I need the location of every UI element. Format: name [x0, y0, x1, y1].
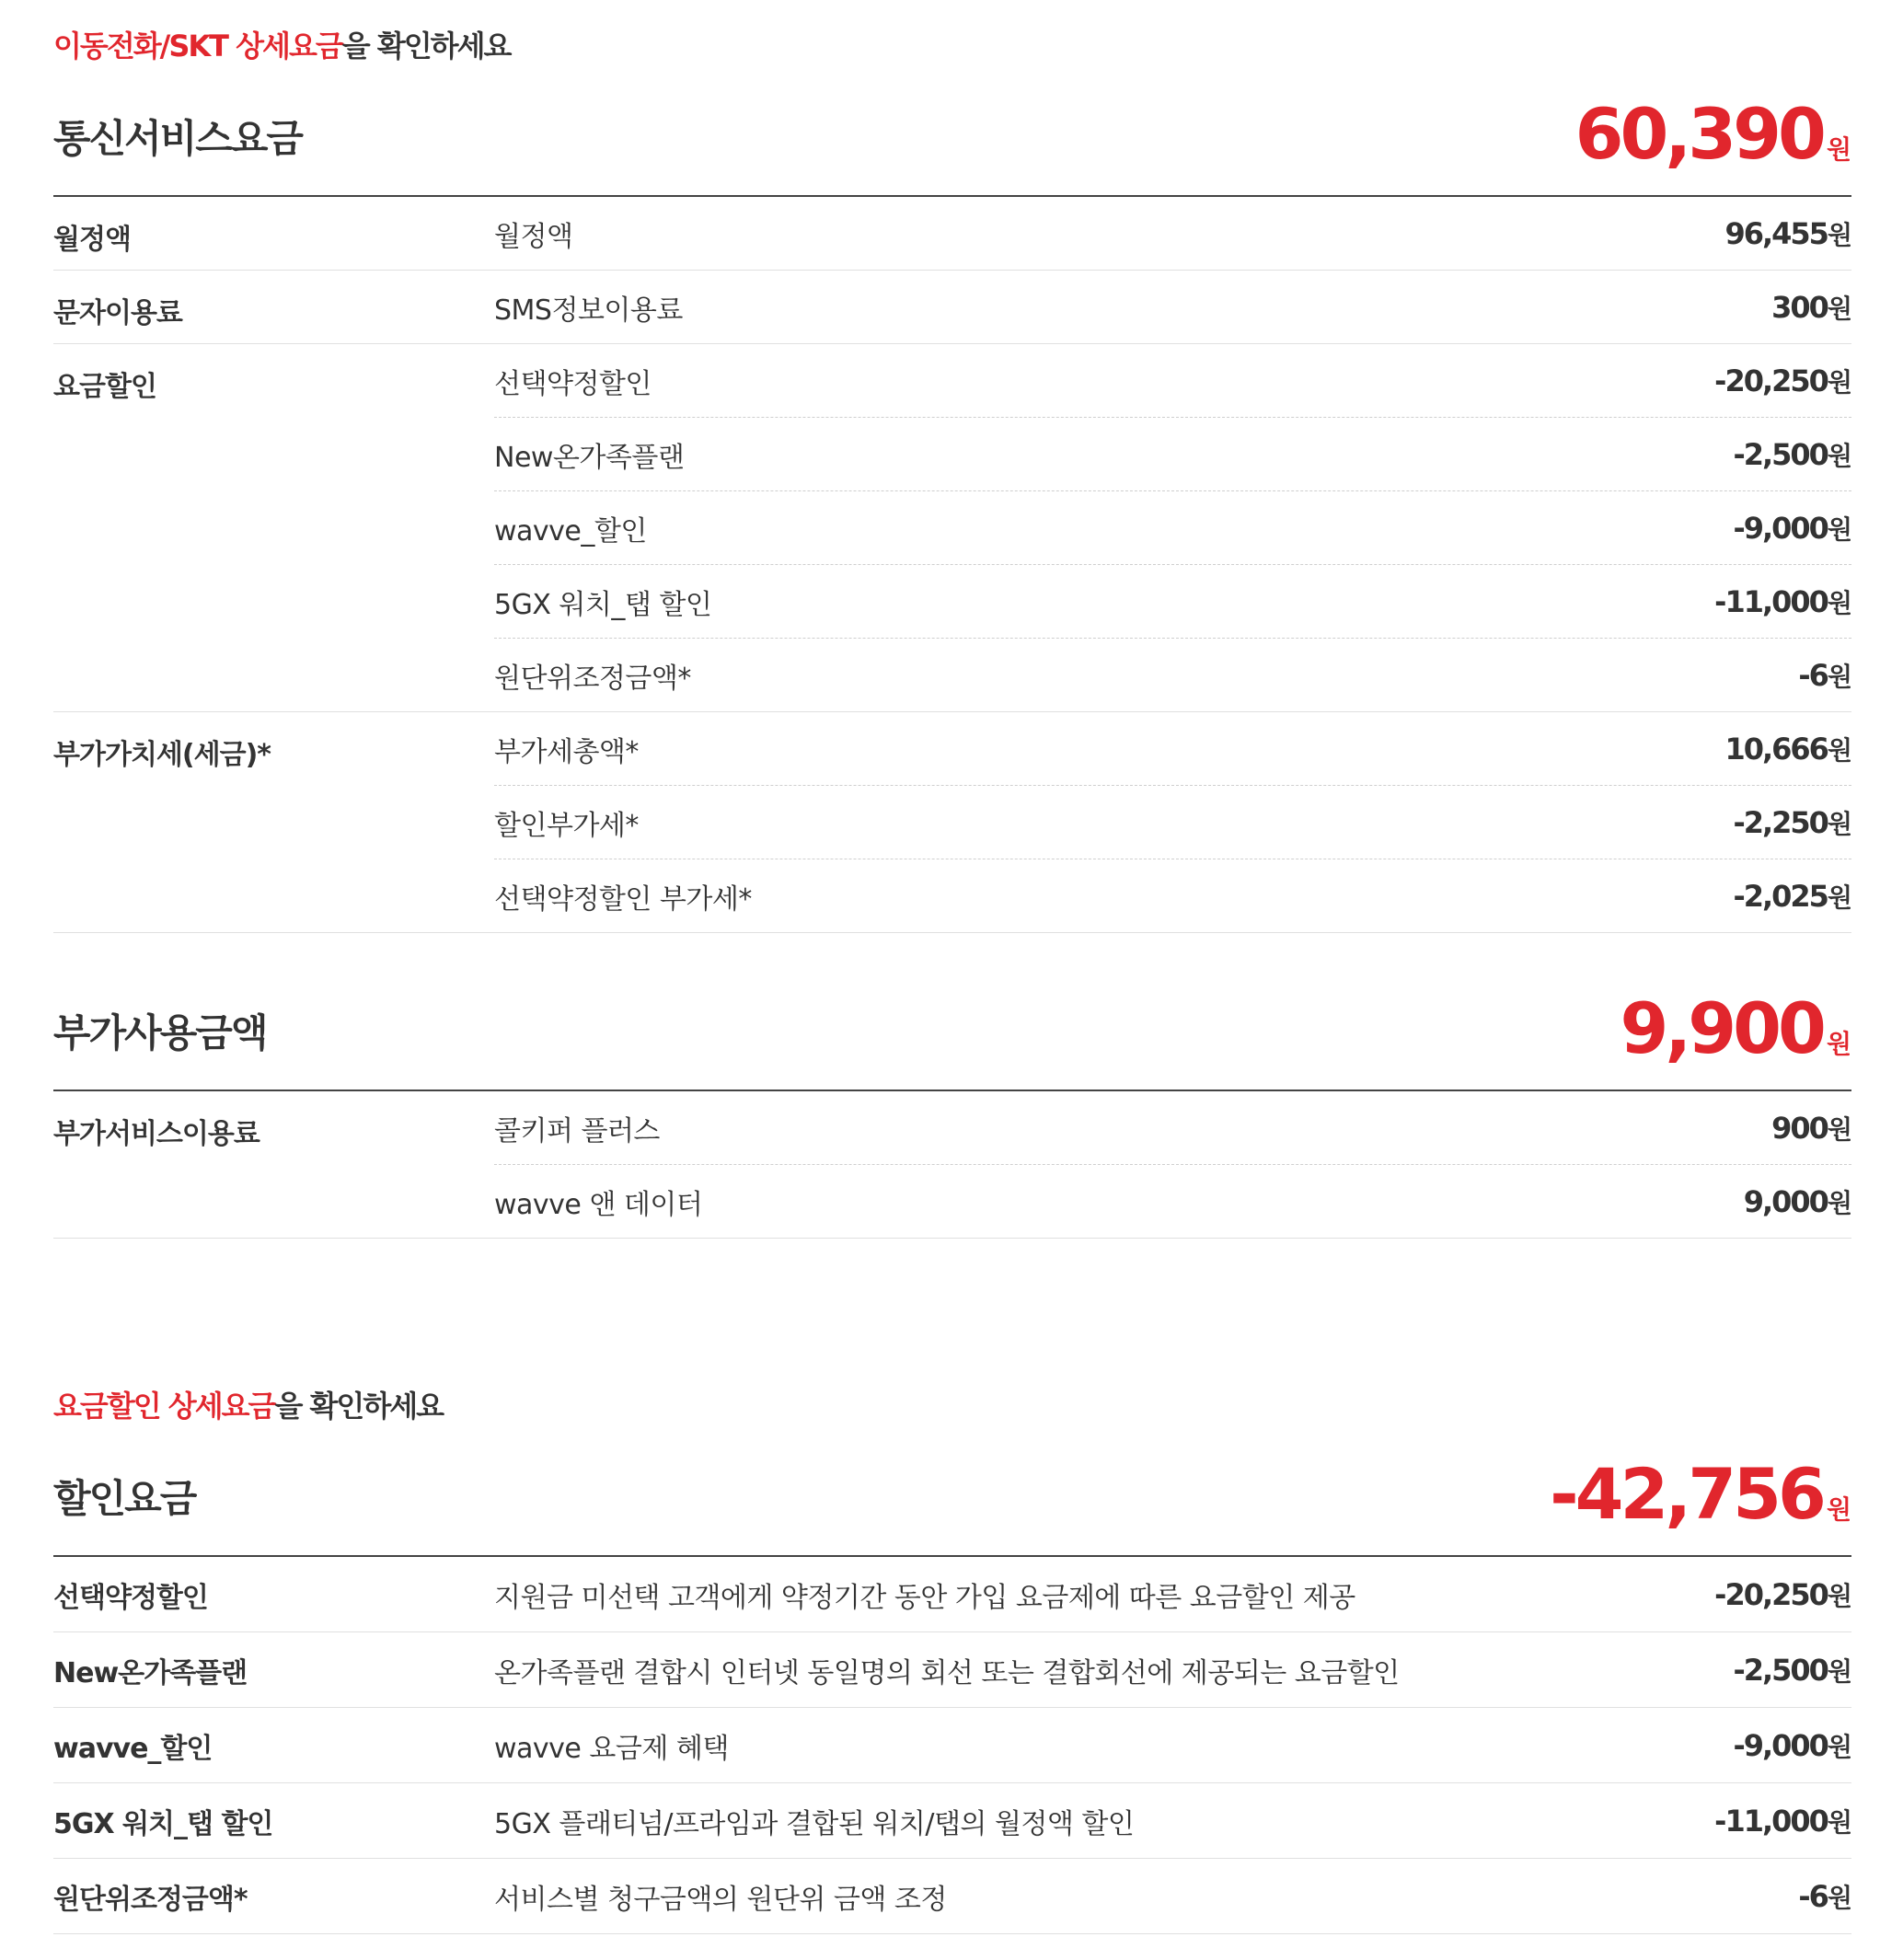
fee-item-name: 선택약정할인 [494, 367, 652, 400]
mobile-section-title-suffix: 을 확인하세요 [341, 29, 511, 63]
fee-item-name: wavve 앤 데이터 [494, 1188, 703, 1221]
fee-item-value: -2,250 [1733, 804, 1828, 840]
fee-item-name: 원단위조정금액* [494, 662, 691, 695]
category-name: 월정액 [53, 224, 131, 256]
discount-desc: 5GX 플래티넘/프라임과 결합된 워치/탭의 월정액 할인 [494, 1807, 1135, 1840]
fee-item-amount [1733, 804, 1851, 841]
discount-amount [1798, 1878, 1851, 1915]
discount-amount [1733, 1652, 1851, 1689]
discount-unit: 원 [1827, 1882, 1851, 1913]
fee-item-amount [1771, 289, 1851, 326]
fee-item-unit: 원 [1827, 366, 1851, 398]
fee-item-value: -2,025 [1733, 878, 1828, 914]
fee-item-name: SMS정보이용료 [494, 294, 683, 327]
discount-desc: 온가족플랜 결합시 인터넷 동일명의 회선 또는 결합회선에 제공되는 요금할인 [494, 1656, 1400, 1689]
fee-item-value: 900 [1771, 1110, 1828, 1146]
fee-item-unit: 원 [1827, 734, 1851, 766]
fee-item [494, 1165, 1851, 1238]
category-sms-fee [53, 271, 1851, 344]
fee-item [494, 639, 1851, 711]
category-name: 부가가치세(세금)* [53, 739, 271, 771]
fee-item-name: 부가세총액* [494, 735, 639, 768]
discount-row [53, 1632, 1851, 1708]
fee-item [494, 418, 1851, 491]
addon-group-total [1620, 983, 1851, 1075]
fee-item-unit: 원 [1827, 293, 1851, 324]
fee-item-value: 9,000 [1743, 1183, 1828, 1219]
fee-item-name: 콜키퍼 플러스 [494, 1114, 660, 1147]
fee-item-name: New온가족플랜 [494, 441, 685, 474]
discount-section-title-suffix: 을 확인하세요 [274, 1389, 444, 1424]
telecom-group-total [1575, 88, 1851, 180]
category-addon-service [53, 1091, 1851, 1239]
discount-value: -11,000 [1714, 1803, 1828, 1839]
telecom-group-header [53, 88, 1851, 197]
fee-item-value: -20,250 [1714, 363, 1828, 398]
discount-name: 5GX 워치_탭 할인 [53, 1807, 273, 1840]
fee-item-value: 300 [1771, 289, 1828, 325]
addon-fee-group [53, 983, 1851, 1239]
discount-unit: 원 [1827, 1731, 1851, 1762]
fee-item-amount [1733, 878, 1851, 915]
fee-item-amount [1744, 1183, 1851, 1220]
discount-name: New온가족플랜 [53, 1656, 248, 1689]
fee-item-name: 할인부가세* [494, 809, 639, 842]
fee-item-unit: 원 [1827, 219, 1851, 250]
fee-item-value: -11,000 [1714, 583, 1828, 619]
discount-row [53, 1557, 1851, 1632]
telecom-total-amount: 60,390 [1574, 93, 1823, 175]
fee-item-unit: 원 [1827, 440, 1851, 471]
fee-item-unit: 원 [1827, 808, 1851, 839]
category-name: 부가서비스이용료 [53, 1118, 260, 1150]
fee-item-value: -9,000 [1733, 510, 1828, 546]
fee-item-name: 5GX 워치_탭 할인 [494, 588, 712, 621]
addon-group-header [53, 983, 1851, 1091]
category-name: 문자이용료 [53, 297, 182, 329]
fee-item [494, 344, 1851, 418]
discount-group-header [53, 1448, 1851, 1557]
discount-desc: 지원금 미선택 고객에게 약정기간 동안 가입 요금제에 따른 요금할인 제공 [494, 1581, 1355, 1614]
fee-item-amount [1714, 583, 1851, 620]
fee-item-name: 월정액 [494, 220, 573, 253]
fee-item [494, 1091, 1851, 1165]
fee-item-value: 10,666 [1724, 731, 1828, 767]
mobile-section-title [53, 26, 1851, 66]
category-name: 요금할인 [53, 371, 156, 403]
discount-row [53, 1708, 1851, 1783]
fee-item-amount [1724, 215, 1851, 252]
category-fee-discount [53, 344, 1851, 712]
telecom-group-title: 통신서비스요금 [53, 116, 303, 161]
addon-total-unit: 원 [1826, 1029, 1851, 1059]
fee-item-amount [1733, 510, 1851, 547]
fee-item-value: -6 [1798, 657, 1828, 693]
fee-item-name: 선택약정할인 부가세* [494, 882, 752, 916]
discount-section-title-highlight: 요금할인 상세요금 [53, 1389, 275, 1424]
discount-name: 선택약정할인 [53, 1581, 208, 1614]
telecom-total-unit: 원 [1826, 134, 1851, 165]
mobile-section-title-highlight: 이동전화/SKT 상세요금 [53, 29, 342, 63]
discount-group-title: 할인요금 [53, 1476, 196, 1521]
fee-item-name: wavve_할인 [494, 514, 647, 548]
fee-item [494, 712, 1851, 786]
discount-desc: wavve 요금제 혜택 [494, 1732, 729, 1765]
discount-name: wavve_할인 [53, 1732, 213, 1765]
discount-section [53, 1386, 1851, 1426]
fee-item-amount [1724, 731, 1851, 767]
fee-item-unit: 원 [1827, 1187, 1851, 1218]
discount-name: 원단위조정금액* [53, 1883, 248, 1916]
addon-group-title: 부가사용금액 [53, 1010, 267, 1055]
fee-item-amount [1798, 657, 1851, 694]
category-monthly-fee [53, 197, 1851, 271]
fee-item-unit: 원 [1827, 882, 1851, 913]
fee-item-amount [1771, 1110, 1851, 1147]
discount-fee-group [53, 1448, 1851, 1934]
category-vat [53, 712, 1851, 933]
discount-unit: 원 [1827, 1655, 1851, 1687]
discount-amount [1733, 1727, 1851, 1764]
fee-item [494, 271, 1851, 343]
fee-item-unit: 원 [1827, 1113, 1851, 1145]
addon-total-amount: 9,900 [1620, 987, 1823, 1069]
discount-value: -20,250 [1714, 1576, 1828, 1612]
discount-row [53, 1783, 1851, 1859]
fee-item [494, 565, 1851, 639]
fee-item-amount [1733, 436, 1851, 473]
discount-value: -6 [1798, 1878, 1828, 1914]
discount-desc: 서비스별 청구금액의 원단위 금액 조정 [494, 1883, 947, 1916]
discount-unit: 원 [1827, 1806, 1851, 1838]
fee-item-unit: 원 [1827, 587, 1851, 618]
fee-item [494, 786, 1851, 859]
discount-section-title [53, 1386, 1851, 1426]
fee-item-unit: 원 [1827, 661, 1851, 692]
fee-item-unit: 원 [1827, 513, 1851, 545]
discount-total-unit: 원 [1826, 1494, 1851, 1525]
discount-value: -9,000 [1733, 1727, 1828, 1763]
discount-row [53, 1859, 1851, 1934]
telecom-fee-group [53, 88, 1851, 933]
fee-item-amount [1714, 363, 1851, 399]
fee-item-value: 96,455 [1724, 215, 1828, 251]
fee-item [494, 859, 1851, 932]
discount-group-total [1550, 1448, 1851, 1540]
fee-item-value: -2,500 [1733, 436, 1828, 472]
discount-total-amount: -42,756 [1550, 1453, 1823, 1535]
discount-value: -2,500 [1733, 1652, 1828, 1688]
fee-item [494, 197, 1851, 270]
discount-unit: 원 [1827, 1580, 1851, 1611]
mobile-section [53, 26, 1851, 66]
fee-item [494, 491, 1851, 565]
discount-amount [1714, 1803, 1851, 1839]
discount-amount [1714, 1576, 1851, 1613]
